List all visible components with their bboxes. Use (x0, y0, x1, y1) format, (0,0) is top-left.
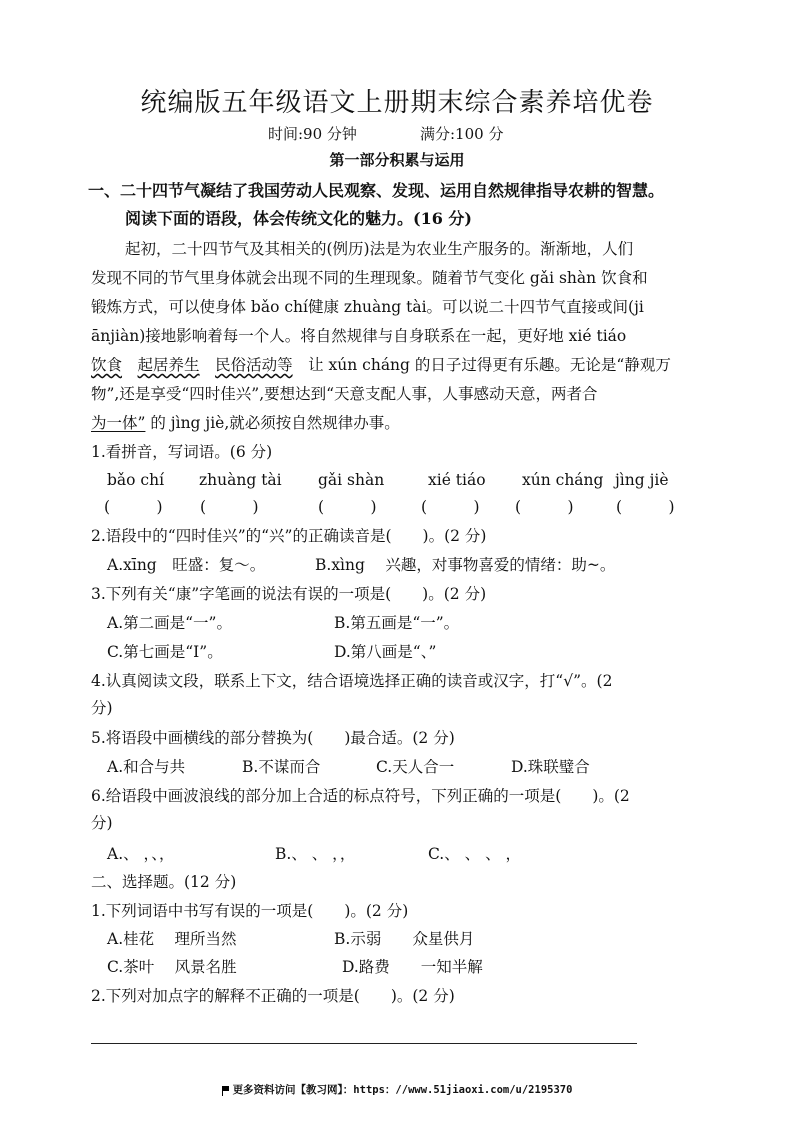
answer-blank[interactable]: ( ) (200, 498, 259, 516)
option-c: C.第七画是“I”。 (107, 643, 223, 661)
passage-line: ānjiàn)接地影响着每一个人。将自然规律与自身联系在一起，更好地 xié tiáo (91, 327, 627, 345)
passage-line: 物”,还是享受“四时佳兴”,要想达到“天意支配人事，人事感动天意，两者合 (91, 385, 598, 403)
pinyin-item: bǎo chí (107, 471, 165, 489)
answer-blank[interactable]: ( ) (104, 498, 163, 516)
flag-icon (222, 1086, 230, 1094)
question-1-prompt: 1.看拼音，写词语。(6 分) (91, 443, 273, 461)
question-3-prompt: 3.下列有关“康”字笔画的说法有误的一项是( )。(2 分) (91, 585, 487, 603)
question-4-prompt: 4.认真阅读文段，联系上下文，结合语境选择正确的读音或汉字，打“√”。(2 (91, 672, 613, 690)
pinyin-item: xié tiáo (428, 471, 486, 489)
pinyin-item: jìng jiè (615, 471, 669, 489)
wavy-underlined-text: 起居养生 (137, 356, 200, 374)
option-a: A.、 ，、， (107, 845, 175, 863)
exam-time: 时间:90 分钟 (268, 125, 357, 143)
option-c: C.、 、 、 ， (428, 845, 522, 863)
passage-line: 发现不同的节气里身体就会出现不同的生理现象。随着节气变化 gǎi shàn 饮食和 (91, 269, 648, 287)
exam-title: 统编版五年级语文上册期末综合素养培优卷 (140, 88, 654, 118)
passage-line: 为一体” 的 jìng jiè,就必须按自然规律办事。 (91, 414, 400, 432)
pinyin-item: zhuàng tài (199, 471, 282, 489)
option-d: D.珠联璧合 (511, 758, 590, 776)
section1-heading-line2: 阅读下面的语段，体会传统文化的魅力。(16 分) (125, 209, 472, 228)
option-b: B.第五画是“一”。 (334, 614, 460, 632)
footer-link[interactable]: 更多资料访问【教习网】：https：//www.51jiaoxi.com/u/2195370 (0, 1083, 794, 1097)
section2-question-1-prompt: 1.下列词语中书写有误的一项是( )。(2 分) (91, 902, 409, 920)
option-a: A.桂花 理所当然 (107, 930, 237, 948)
option-b: B.xìng 兴趣，对事物喜爱的情绪：助~。 (315, 556, 616, 574)
underlined-text: 为一体” (91, 414, 146, 432)
wavy-underlined-text: 饮食 (91, 356, 123, 374)
answer-blank[interactable]: ( ) (318, 498, 377, 516)
pinyin-item: xún cháng (522, 471, 604, 489)
option-a: A.第二画是“一”。 (107, 614, 232, 632)
option-b: B.示弱 众星供月 (334, 930, 475, 948)
option-b: B.、 、 ，， (275, 845, 356, 863)
answer-blank[interactable]: ( ) (421, 498, 480, 516)
option-a: A.xīng 旺盛：复～。 (107, 556, 266, 574)
page-divider (91, 1043, 637, 1044)
question-5-prompt: 5.将语段中画横线的部分替换为( )最合适。(2 分) (91, 729, 455, 747)
passage-line: 锻炼方式，可以使身体 bǎo chí健康 zhuàng tài。可以说二十四节气直接或间(ji (91, 298, 644, 316)
question-4-prompt-cont: 分) (91, 699, 113, 717)
option-d: D.第八画是“、” (334, 643, 437, 661)
section2-heading: 二、选择题。(12 分) (91, 873, 237, 891)
question-2-prompt: 2.语段中的“四时佳兴”的“兴”的正确读音是( )。(2 分) (91, 527, 487, 545)
option-a: A.和合与共 (107, 758, 186, 776)
section2-question-2-prompt: 2.下列对加点字的解释不正确的一项是( )。(2 分) (91, 987, 455, 1005)
question-6-prompt-cont: 分) (91, 814, 113, 832)
section1-heading-line1: 一、二十四节气凝结了我国劳动人民观察、发现、运用自然规律指导农耕的智慧。 (88, 181, 665, 200)
pinyin-item: gǎi shàn (318, 471, 385, 489)
option-d: D.路费 一知半解 (342, 958, 483, 976)
question-6-prompt: 6.给语段中画波浪线的部分加上合适的标点符号，下列正确的一项是( )。(2 (91, 787, 630, 805)
option-c: C.茶叶 风景名胜 (107, 958, 237, 976)
answer-blank[interactable]: ( ) (515, 498, 574, 516)
wavy-underlined-text: 民俗活动等 (215, 356, 293, 374)
answer-blank[interactable]: ( ) (616, 498, 675, 516)
option-c: C.天人合一 (376, 758, 455, 776)
passage-line: 起初，二十四节气及其相关的(例历)法是为农业生产服务的。渐渐地，人们 (125, 240, 634, 258)
part-one-heading: 第一部分积累与运用 (329, 151, 465, 169)
option-b: B.不谋而合 (242, 758, 321, 776)
exam-score: 满分:100 分 (420, 125, 504, 143)
passage-line: 饮食 起居养生 民俗活动等 让 xún cháng 的日子过得更有乐趣。无论是“静观万 (91, 356, 671, 374)
